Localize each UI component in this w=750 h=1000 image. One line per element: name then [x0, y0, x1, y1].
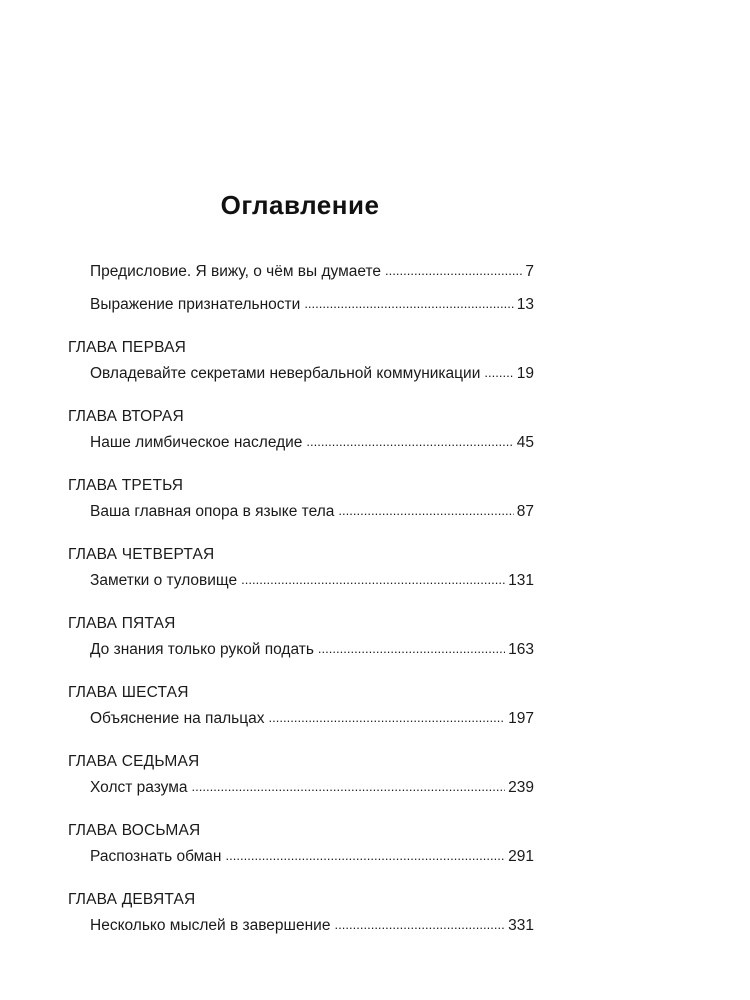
toc-entry-chapter-7	[68, 778, 534, 798]
toc-entry-label: Заметки о туловище	[90, 572, 238, 589]
toc-entry-label: Холст разума	[90, 779, 188, 796]
toc-page-number: 197	[508, 710, 534, 727]
page-title: Оглавление	[220, 190, 380, 220]
dot-leader	[268, 708, 505, 728]
chapter-heading: ГЛАВА ВТОРАЯ	[68, 408, 184, 425]
toc-page-number: 7	[525, 263, 534, 280]
toc-entry-chapter-3	[68, 502, 534, 522]
toc-entry-chapter-1	[68, 364, 534, 384]
dot-leader	[385, 261, 522, 281]
toc-entry-preface	[68, 262, 534, 282]
toc-entry-chapter-8	[68, 847, 534, 867]
toc-entry-label: Объяснение на пальцах	[90, 710, 265, 727]
chapter-heading: ГЛАВА ШЕСТАЯ	[68, 684, 189, 701]
toc-entry-label: До знания только рукой подать	[90, 641, 314, 658]
toc-entry-label: Наше лимбическое наследие	[90, 434, 303, 451]
toc-entry-chapter-4	[68, 571, 534, 591]
dot-leader	[306, 432, 513, 452]
toc-page-number: 45	[516, 434, 534, 451]
chapter-heading: ГЛАВА ЧЕТВЕРТАЯ	[68, 546, 215, 563]
toc-page-number: 163	[508, 641, 534, 658]
toc-page-number: 131	[508, 572, 534, 589]
toc-page-number: 19	[516, 365, 534, 382]
chapter-heading: ГЛАВА ПЯТАЯ	[68, 615, 176, 632]
dot-leader	[192, 777, 506, 797]
dot-leader	[338, 501, 513, 521]
table-of-contents	[68, 262, 534, 936]
dot-leader	[334, 915, 505, 935]
toc-entry-chapter-5	[68, 640, 534, 660]
chapter-heading: ГЛАВА ВОСЬМАЯ	[68, 822, 201, 839]
chapter-heading: ГЛАВА ПЕРВАЯ	[68, 339, 187, 356]
chapter-heading: ГЛАВА СЕДЬМАЯ	[68, 753, 200, 770]
toc-entry-label: Выражение признательности	[90, 296, 301, 313]
dot-leader	[225, 846, 505, 866]
toc-entry-label: Распознать обман	[90, 848, 222, 865]
toc-entry-chapter-6	[68, 709, 534, 729]
toc-page-number: 13	[516, 296, 534, 313]
toc-entry-acknowledgements	[68, 295, 534, 315]
dot-leader	[241, 570, 505, 590]
dot-leader	[318, 639, 505, 659]
dot-leader	[484, 363, 513, 383]
chapter-heading: ГЛАВА ТРЕТЬЯ	[68, 477, 184, 494]
toc-page-number: 239	[508, 779, 534, 796]
toc-page-number: 291	[508, 848, 534, 865]
toc-page-number: 331	[508, 917, 534, 934]
toc-entry-chapter-2	[68, 433, 534, 453]
toc-entry-label: Несколько мыслей в завершение	[90, 917, 331, 934]
toc-entry-chapter-9	[68, 916, 534, 936]
toc-page-number: 87	[516, 503, 534, 520]
chapter-heading: ГЛАВА ДЕВЯТАЯ	[68, 891, 196, 908]
dot-leader	[304, 294, 513, 314]
toc-entry-label: Ваша главная опора в языке тела	[90, 503, 335, 520]
toc-entry-label: Овладевайте секретами невербальной коммуникации	[90, 365, 481, 382]
toc-entry-label: Предисловие. Я вижу, о чём вы думаете	[90, 263, 382, 280]
